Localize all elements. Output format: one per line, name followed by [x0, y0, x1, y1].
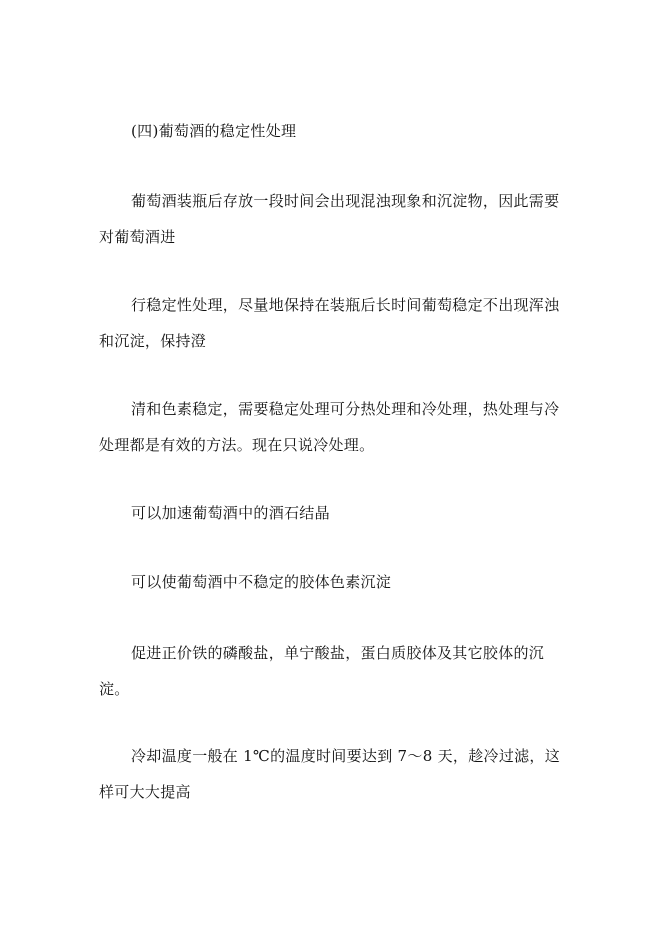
- paragraph-6: 促进正价铁的磷酸盐，单宁酸盐，蛋白质胶体及其它胶体的沉淀。: [99, 644, 545, 698]
- paragraph-5: 可以使葡萄酒中不稳定的胶体色素沉淀: [131, 573, 392, 591]
- paragraph-4: 可以加速葡萄酒中的酒石结晶: [131, 504, 330, 522]
- paragraph-3: 清和色素稳定，需要稳定处理可分热处理和冷处理，热处理与冷处理都是有效的方法。现在只说冷处理。: [99, 400, 560, 454]
- paragraph-1: 葡萄酒装瓶后存放一段时间会出现混浊现象和沉淀物，因此需要对葡萄酒进: [99, 192, 560, 246]
- section-heading: (四)葡萄酒的稳定性处理: [131, 122, 297, 140]
- paragraph-7: 冷却温度一般在 1℃的温度时间要达到 7～8 天，趁冷过滤，这样可大大提高: [99, 747, 561, 801]
- paragraph-2: 行稳定性处理，尽量地保持在装瓶后长时间葡萄稳定不出现浑浊和沉淀，保持澄: [99, 296, 560, 350]
